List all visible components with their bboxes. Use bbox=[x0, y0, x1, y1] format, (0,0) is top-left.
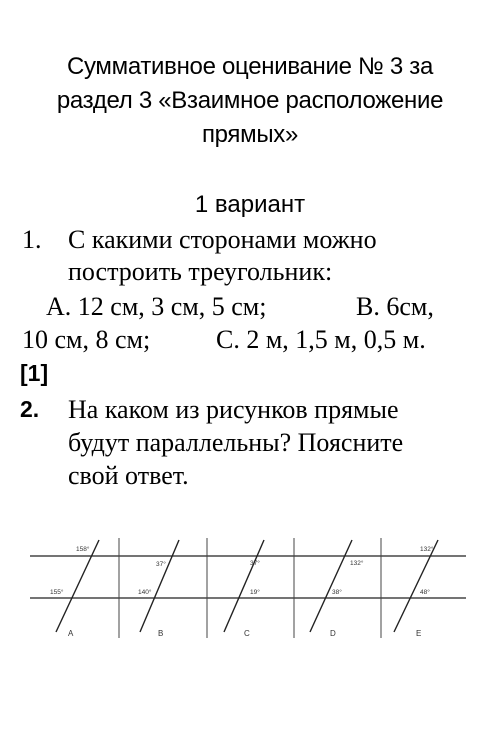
title-line-1: Суммативное оценивание № 3 за bbox=[66, 53, 434, 80]
variant-heading: 1 вариант bbox=[194, 191, 306, 218]
angle-label-bottom: 19° bbox=[250, 589, 260, 596]
angle-label-top: 132° bbox=[350, 560, 364, 567]
panel-letter: C bbox=[244, 629, 250, 638]
panel-letter: A bbox=[68, 629, 74, 638]
angle-label-top: 158° bbox=[76, 546, 90, 553]
angle-label-bottom: 48° bbox=[420, 589, 430, 596]
angle-label-bottom: 140° bbox=[138, 589, 152, 596]
question-1-text-line-1: С какими сторонами можно bbox=[68, 225, 377, 254]
question-1-text-line-2: построить треугольник: bbox=[68, 257, 333, 286]
question-1-score: [1] bbox=[20, 360, 49, 386]
option-b: В. 6см, bbox=[356, 292, 434, 321]
angle-label-bottom: 155° bbox=[50, 589, 64, 596]
angle-label-top: 37° bbox=[156, 561, 166, 568]
title-line-3: прямых» bbox=[201, 121, 299, 148]
question-2-text-line-3: свой ответ. bbox=[68, 461, 189, 490]
angle-label-top: 37° bbox=[250, 560, 260, 567]
option-c: С. 2 м, 1,5 м, 0,5 м. bbox=[216, 325, 426, 354]
figure-svg bbox=[24, 536, 470, 640]
parallel-lines-figure bbox=[24, 536, 470, 640]
title-line-2: раздел 3 «Взаимное расположение bbox=[56, 87, 444, 114]
panel-letter: D bbox=[330, 629, 336, 638]
panel-letter: B bbox=[158, 629, 164, 638]
panel-letter: E bbox=[416, 629, 422, 638]
question-2-number: 2. bbox=[20, 396, 40, 422]
angle-label-top: 132° bbox=[420, 546, 434, 553]
page-title bbox=[20, 50, 480, 152]
option-b-continued: 10 см, 8 см; bbox=[22, 325, 151, 354]
angle-label-bottom: 38° bbox=[332, 589, 342, 596]
option-a: А. 12 см, 3 см, 5 см; bbox=[46, 292, 267, 321]
question-2-text-line-2: будут параллельны? Поясните bbox=[68, 428, 404, 457]
question-2-text-line-1: На каком из рисунков прямые bbox=[68, 395, 399, 424]
question-1-number: 1. bbox=[22, 225, 42, 254]
